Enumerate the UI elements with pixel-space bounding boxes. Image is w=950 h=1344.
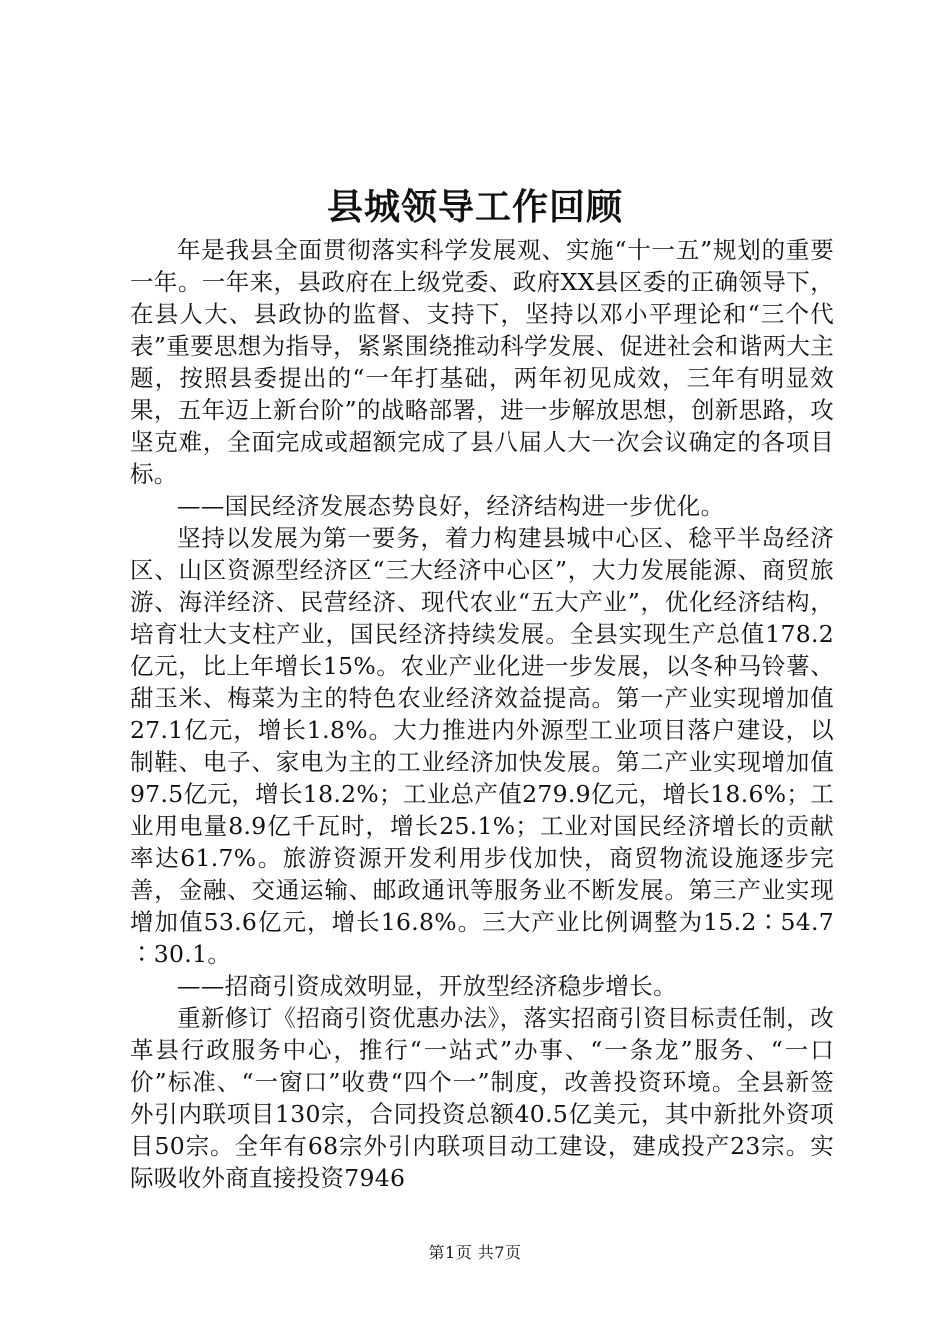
section-heading-economy: ——国民经济发展态势良好，经济结构进一步优化。 [177, 492, 725, 520]
document-title: 县城领导工作回顾 [326, 186, 623, 228]
paragraph-intro: 年是我县全面贯彻落实科学发展观、实施“十一五”规划的重要一年。一年来，县政府在上级党委、政府XX县区委的正确领导下，在县人大、县政协的监督、支持下，坚持以邓小平理论和“三个代表”重要思想为指导，紧紧围绕推动科学发展、促进社会和谐两大主题，按照县委提出的“一年打基础，两年初见成效，三年有明显效果，五年迈上新台阶”的战略部署，进一步解放思想，创新思路，攻坚克难，全面完成或超额完成了县八届人大一次会议确定的各项目标。 [130, 236, 834, 488]
section-heading-investment: ——招商引资成效明显，开放型经济稳步增长。 [177, 972, 677, 1000]
page-number-footer: 第1页 共7页 [428, 1243, 522, 1262]
paragraph-investment: 重新修订《招商引资优惠办法》，落实招商引资目标责任制，改革县行政服务中心，推行“一站式”办事、“一条龙”服务、“一口价”标准、“一窗口”收费“四个一”制度，改善投资环境。全县新签外引内联项目130宗，合同投资总额40.5亿美元，其中新批外资项目50宗。全年有68宗外引内联项目动工建设，建成投产23宗。实际吸收外商直接投资7946 [130, 1004, 834, 1192]
paragraph-economy: 坚持以发展为第一要务，着力构建县城中心区、稔平半岛经济区、山区资源型经济区“三大经济中心区”，大力发展能源、商贸旅游、海洋经济、民营经济、现代农业“五大产业”，优化经济结构，培育壮大支柱产业，国民经济持续发展。全县实现生产总值178.2亿元，比上年增长15%。农业产业化进一步发展，以冬种马铃薯、甜玉米、梅菜为主的特色农业经济效益提高。第一产业实现增加值27.1亿元，增长1.8%。大力推进内外源型工业项目落户建设，以制鞋、电子、家电为主的工业经济加快发展。第二产业实现增加值97.5亿元，增长18.2%；工业总产值279.9亿元，增长18.6%；工业用电量8.9亿千瓦时，增长25.1%；工业对国民经济增长的贡献率达61.7%。旅游资源开发利用步伐加快，商贸物流设施逐步完善，金融、交通运输、邮政通讯等服务业不断发展。第三产业实现增加值53.6亿元，增长16.8%。三大产业比例调整为15.2∶54.7∶30.1。 [130, 524, 834, 968]
document-body [130, 234, 834, 1194]
